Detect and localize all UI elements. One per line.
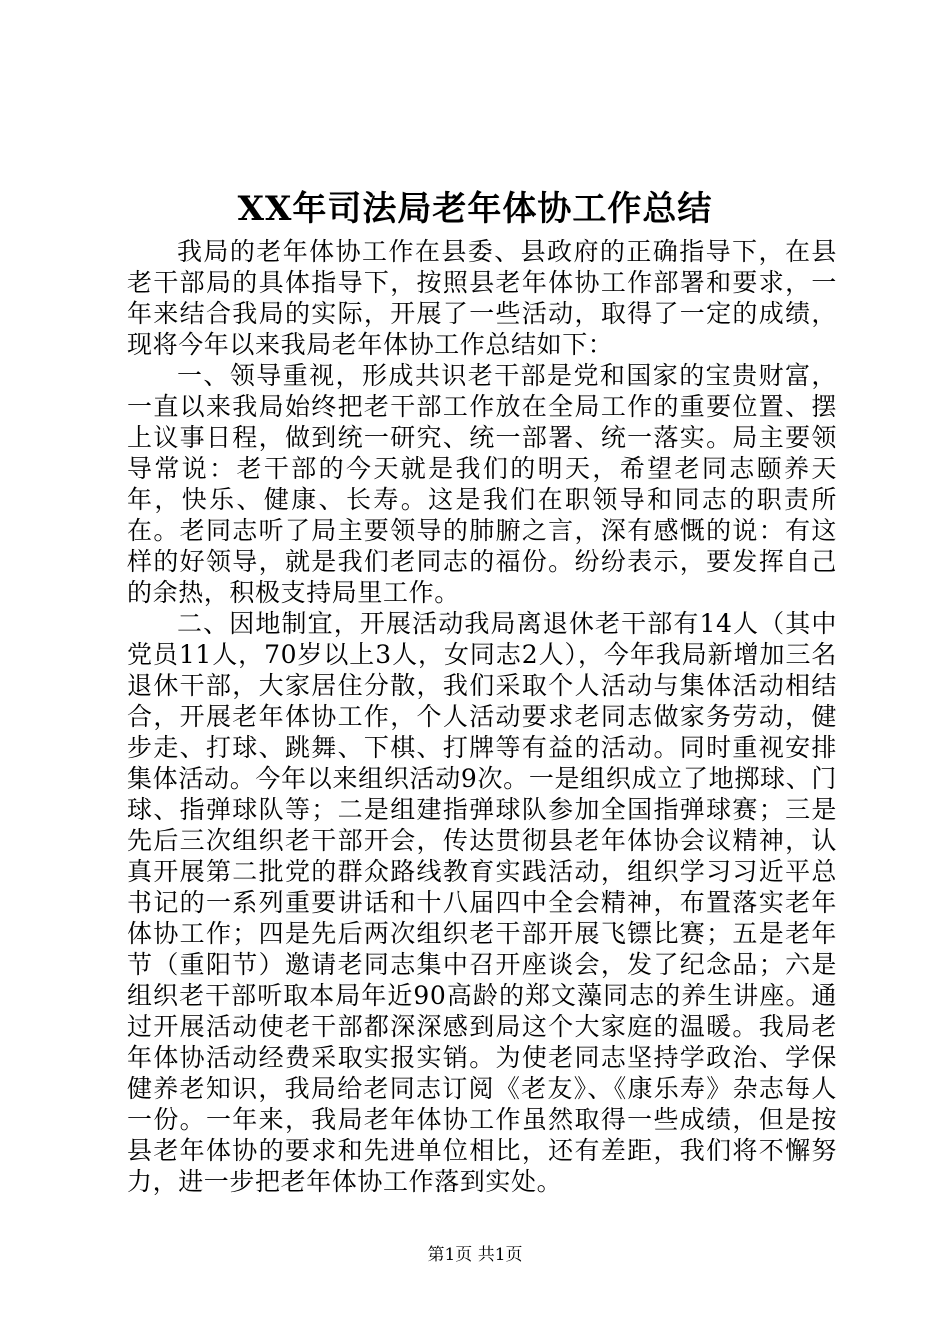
document-body	[127, 236, 837, 1197]
page-number-footer: 第1页 共1页	[427, 1245, 523, 1265]
section-two-paragraph: 二、因地制宜，开展活动我局离退休老干部有14人（其中党员11人，70岁以上3人，女同志2人），今年我局新增加三名退休干部，大家居住分散，我们采取个人活动与集体活动相结合，开展老年体协工作，个人活动要求老同志做家务劳动，健步走、打球、跳舞、下棋、打牌等有益的活动。同时重视安排集体活动。今年以来组织活动9次。一是组织成立了地掷球、门球、指弹球队等；二是组建指弹球队参加全国指弹球赛；三是先后三次组织老干部开会，传达贯彻县老年体协会议精神，认真开展第二批党的群众路线教育实践活动，组织学习习近平总书记的一系列重要讲话和十八届四中全会精神，布置落实老年体协工作；四是先后两次组织老干部开展飞镖比赛；五是老年节（重阳节）邀请老同志集中召开座谈会，发了纪念品；六是组织老干部听取本局年近90高龄的郑文藻同志的养生讲座。通过开展活动使老干部都深深感到局这个大家庭的温暖。我局老年体协活动经费采取实报实销。为使老同志坚持学政治、学保健养老知识，我局给老同志订阅《老友》、《康乐寿》杂志每人一份。一年来，我局老年体协工作虽然取得一些成绩，但是按县老年体协的要求和先进单位相比，还有差距，我们将不懈努力，进一步把老年体协工作落到实处。	[127, 609, 837, 1196]
section-one-paragraph: 一、领导重视，形成共识老干部是党和国家的宝贵财富，一直以来我局始终把老干部工作放在全局工作的重要位置、摆上议事日程，做到统一研究、统一部署、统一落实。局主要领导常说：老干部的今天就是我们的明天，希望老同志颐养天年，快乐、健康、长寿。这是我们在职领导和同志的职责所在。老同志听了局主要领导的肺腑之言，深有感慨的说：有这样的好领导，就是我们老同志的福份。纷纷表示，要发挥自己的余热，积极支持局里工作。	[127, 361, 837, 607]
document-title: XX年司法局老年体协工作总结	[237, 189, 713, 229]
intro-paragraph: 我局的老年体协工作在县委、县政府的正确指导下，在县老干部局的具体指导下，按照县老年体协工作部署和要求，一年来结合我局的实际，开展了一些活动，取得了一定的成绩，现将今年以来我局老年体协工作总结如下：	[127, 237, 837, 359]
